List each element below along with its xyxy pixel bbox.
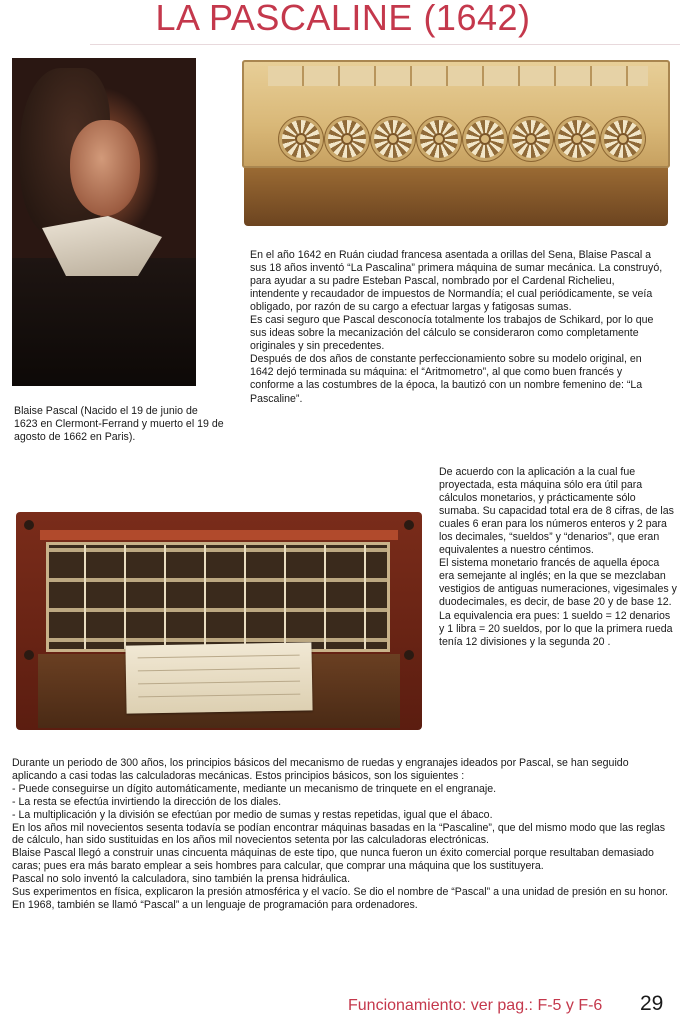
dial-wheel — [558, 120, 596, 158]
footer-reference: Funcionamiento: ver pag.: F-5 y F-6 — [348, 997, 603, 1014]
dial-wheel — [420, 120, 458, 158]
intro-paragraph: Después de dos años de constante perfeccionamiento sobre su modelo original, en 1642 dejó terminada su máquina: el “Aritmometro”, al que como buen francés y conforme a las costumbres de la época, la bautizó con un nombre femenino de: “La Pascaline”. — [250, 353, 643, 405]
portrait-caption: Blaise Pascal (Nacido el 19 de junio de 1623 en Clermont-Ferrand y muerto el 19 de agosto de 1662 en Paris). — [14, 405, 224, 443]
title-divider — [90, 44, 680, 45]
dial-wheel — [466, 120, 504, 158]
bottom-paragraph: - La resta se efectúa invirtiendo la dirección de los diales. — [12, 795, 282, 808]
machine-display-windows — [268, 66, 648, 86]
dial-wheel — [512, 120, 550, 158]
bottom-paragraph: En los años mil novecientos sesenta todavía se podían encontrar máquinas basadas en la “Pascaline”, que del mismo modo que las reglas de cálculo, han sido sustituidas en los años mil novecientos setenta por las calculadoras electrónicas. — [12, 821, 666, 847]
side-text — [439, 466, 677, 649]
bottom-paragraph: - Puede conseguirse un dígito automáticamente, mediante un mecanismo de trinquete en el engranaje. — [12, 782, 497, 795]
portrait-face — [70, 120, 140, 216]
dial-wheel — [328, 120, 366, 158]
dial-wheel — [282, 120, 320, 158]
mechanism-gears — [46, 542, 390, 652]
mechanism-top-bar — [40, 530, 398, 540]
bottom-paragraph: Durante un periodo de 300 años, los principios básicos del mecanismo de ruedas y engranajes ideados por Pascal, se han seguido aplicando a casi todas las calculadoras mecánicas. Estos principios básicos, son los siguientes : — [12, 757, 629, 782]
corner-screw — [24, 650, 34, 660]
bottom-paragraph: - La multiplicación y la división se efectúan por medio de sumas y restas repetidas, igual que el ábaco. — [12, 808, 493, 821]
corner-screw — [24, 520, 34, 530]
bottom-text — [12, 757, 676, 912]
blaise-pascal-portrait — [12, 58, 196, 386]
dial-wheel — [604, 120, 642, 158]
portrait-coat — [12, 258, 196, 386]
intro-text — [250, 249, 666, 406]
machine-front-panel — [244, 168, 668, 226]
bottom-paragraph: Pascal no solo inventó la calculadora, sino también la prensa hidráulica. — [12, 873, 351, 886]
side-paragraph: De acuerdo con la aplicación a la cual fue proyectada, esta máquina sólo era útil para cálculos monetarios, y prácticamente sólo sumaba. Su capacidad total era de 8 cifras, de las cuales 6 eran para los números enteros y 2 para los decimales, “sueldos” y “denarios”, que eran equivalentes a nuestro céntimos. — [439, 466, 674, 557]
page-title: LA PASCALINE (1642) — [155, 0, 531, 38]
bottom-paragraph: Sus experimentos en física, explicaron la presión atmosférica y el vacío. Se dio el nombre de “Pascal” a una unidad de presión en su honor. En 1968, también se llamó “Pascal” a un lenguaje de programación para ordenadores. — [12, 886, 669, 911]
pascaline-machine-photo — [238, 60, 674, 230]
pascaline-mechanism-photo — [16, 512, 422, 730]
page-number: 29 — [640, 992, 664, 1015]
side-paragraph: El sistema monetario francés de aquella época era semejante al inglés; en la que se mezclaban vestigios de antiguas numeraciones, vigesimales y duodecimales, es decir, de base 20 y de base 12. La equivalencia era pues: 1 sueldo = 12 denarios y 1 libra = 20 sueldos, por lo que la primera rueda tenía 12 divisiones y la segunda 20 . — [439, 557, 677, 648]
intro-paragraph: En el año 1642 en Ruán ciudad francesa asentada a orillas del Sena, Blaise Pascal a sus 18 años inventó “La Pascalina” primera máquina de sumar mecánica. La construyó, para ayudar a su padre Esteban Pascal, nombrado por el Cardenal Richelieu, intendente y recaudador de impuestos de Normandía; el cual periódicamente, se veía obligado, por razón de su cargo a efectuar largas y fatigosas sumas. — [250, 249, 663, 314]
bottom-paragraph: Blaise Pascal llegó a construir unas cincuenta máquinas de este tipo, que nunca fueron un éxito comercial porque resultaban demasiado caras; pues era más barato emplear a seis hombres para calcular, que comprar una máquina que los sustituyera. — [12, 847, 654, 873]
corner-screw — [404, 520, 414, 530]
dial-wheel — [374, 120, 412, 158]
corner-screw — [404, 650, 414, 660]
handwritten-label — [125, 642, 312, 713]
intro-paragraph: Es casi seguro que Pascal desconocía totalmente los trabajos de Schikard, por lo que sus ideas sobre la mecanización del cálculo se consideraron como completamente originales y sin precedentes. — [250, 314, 654, 353]
